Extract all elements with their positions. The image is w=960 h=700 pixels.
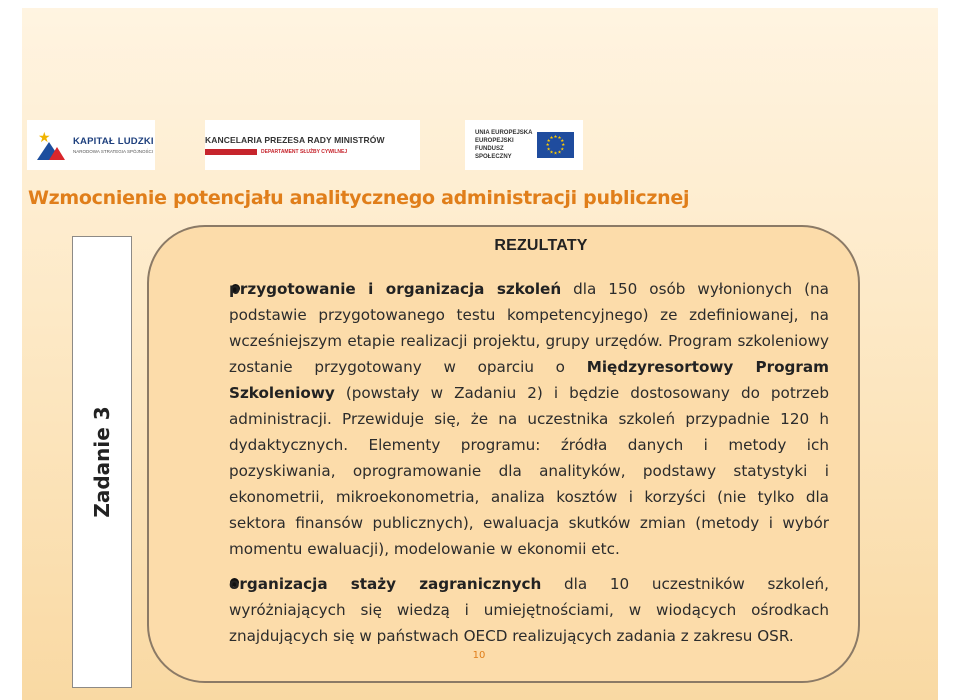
- result-item-lead: organizacja staży zagranicznych: [229, 575, 542, 593]
- kapital-ludzki-logo: [27, 120, 155, 170]
- svg-text:★: ★: [553, 135, 558, 140]
- ue-line1: UNIA EUROPEJSKA: [475, 130, 533, 136]
- svg-text:★: ★: [560, 139, 565, 144]
- ue-logo: [465, 120, 583, 170]
- kapital-ludzki-emblem-icon: ★: [35, 129, 67, 161]
- svg-text:★: ★: [546, 147, 551, 153]
- eu-flag-icon: [537, 132, 574, 158]
- svg-text:★: ★: [560, 147, 565, 153]
- result-item-program-name: Międzyresortowy Program Szkoleniowy: [229, 358, 829, 402]
- svg-text:★: ★: [549, 136, 554, 141]
- svg-text:★: ★: [557, 136, 562, 141]
- result-item-text: (powstały w Zadaniu 2) i będzie dostosowany do potrzeb administracji. Przewiduje się, że na uczestnika szkoleń przypadnie 120 h dydaktycznych. Elementy programu: źródła danych i metody ich pozyskiwania, oprogramowanie dla analityków, podstawy statystyki i ekonometrii, mikroekonometria, analiza kosztów i korzyści (nie tylko dla sektora finansów publicznych), ewaluacja skutków zmian (metody i wybór momentu ewaluacji), modelowanie w ekonomii etc.: [229, 384, 829, 558]
- ue-line3: FUNDUSZ SPOŁECZNY: [475, 146, 512, 160]
- result-item-text: dla 150 osób wyłonionych (na podstawie przygotowanego testu kompetencyjnego) ze zdefiniowanej, na wcześniejszym etapie realizacji projektu, grupy urzędów. Program szkoleniowy zostanie przygotowany w oparciu o: [229, 280, 829, 376]
- result-item-trainings: [229, 276, 829, 562]
- logo-bar: [0, 120, 960, 170]
- svg-text:★: ★: [549, 150, 554, 156]
- kprm-red-bar: [205, 149, 257, 155]
- task-side-tab-label: Zadanie 3: [90, 406, 114, 518]
- svg-text:★: ★: [546, 139, 551, 144]
- svg-text:★: ★: [553, 151, 558, 157]
- kprm-name: KANCELARIA PREZESA RADY MINISTRÓW: [205, 135, 385, 145]
- results-heading: REZULTATY: [494, 237, 588, 254]
- kprm-logo: [205, 120, 420, 170]
- result-item-text: dla 10 uczestników szkoleń, wyróżniających się wiedzą i umiejętnościami, w wiodących ośrodkach znajdujących się w państwach OECD realizujących zadania z zakresu OSR.: [229, 575, 829, 645]
- svg-text:★: ★: [561, 143, 566, 149]
- svg-text:★: ★: [545, 143, 550, 149]
- page-title: Wzmocnienie potencjału analitycznego administracji publicznej: [28, 187, 690, 209]
- svg-text:★: ★: [557, 150, 562, 156]
- page-number: 10: [472, 650, 486, 661]
- kprm-department: DEPARTAMENT SŁUŻBY CYWILNEJ: [261, 149, 348, 155]
- result-item-lead: przygotowanie i organizacja szkoleń: [229, 280, 562, 298]
- kapital-ludzki-name: KAPITAŁ LUDZKI: [73, 136, 154, 147]
- kapital-ludzki-subtitle: NARODOWA STRATEGIA SPÓJNOŚCI: [73, 149, 154, 154]
- ue-line2: EUROPEJSKI: [475, 138, 514, 144]
- task-side-tab: [72, 236, 132, 688]
- result-item-internships: [229, 571, 829, 649]
